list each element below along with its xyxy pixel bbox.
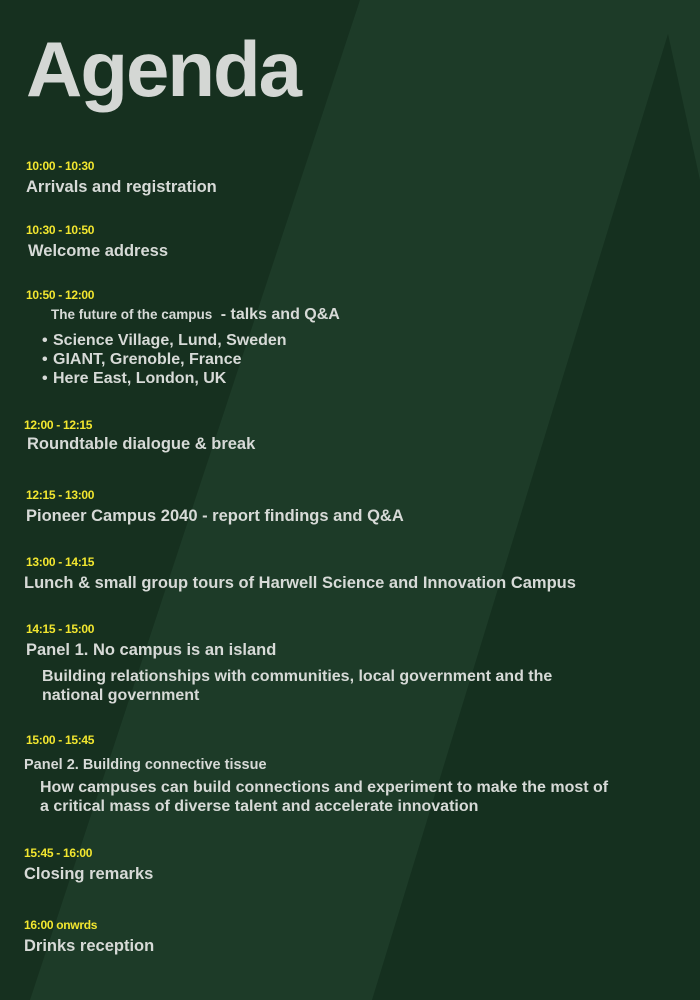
session-time: 15:00 - 15:45 <box>26 733 95 747</box>
session-time: 13:00 - 14:15 <box>26 555 95 569</box>
session-time: 12:00 - 12:15 <box>24 418 93 432</box>
session-title: Roundtable dialogue & break <box>27 435 256 453</box>
session-title: Panel 2. Building connective tissue <box>24 757 267 773</box>
session-description-line: national government <box>42 687 200 704</box>
session-title: Pioneer Campus 2040 - report findings and Q&A <box>26 507 404 525</box>
session-description-line: a critical mass of diverse talent and accelerate innovation <box>40 798 479 815</box>
session-description-line: Building relationships with communities, local government and the <box>42 668 553 685</box>
bullet-icon: • <box>42 332 48 349</box>
list-item <box>42 350 287 369</box>
session-title: Closing remarks <box>24 865 154 883</box>
list-item <box>42 331 287 350</box>
list-item-label: Science Village, Lund, Sweden <box>53 332 287 349</box>
bullet-icon: • <box>42 370 48 387</box>
session-title: Drinks reception <box>24 937 155 955</box>
session-time: 16:00 onwrds <box>24 918 98 932</box>
list-item-label: Here East, London, UK <box>53 370 227 387</box>
session-subtitle: The future of the campus <box>51 307 213 322</box>
session-title: Lunch & small group tours of Harwell Science and Innovation Campus <box>24 574 576 592</box>
list-item <box>42 369 287 388</box>
session-time: 10:00 - 10:30 <box>26 159 95 173</box>
session-time: 14:15 - 15:00 <box>26 622 95 636</box>
session-title: Arrivals and registration <box>26 178 217 196</box>
session-title: Welcome address <box>28 242 169 260</box>
session-title-suffix: - talks and Q&A <box>220 306 340 323</box>
session-time: 10:30 - 10:50 <box>26 223 95 237</box>
session-time: 10:50 - 12:00 <box>26 288 95 302</box>
session-title: Panel 1. No campus is an island <box>26 641 277 659</box>
page-title: Agenda <box>26 25 301 113</box>
session-item-list <box>42 331 287 388</box>
session-description-line: How campuses can build connections and experiment to make the most of <box>40 779 609 796</box>
session-heading <box>51 306 340 324</box>
session-time: 12:15 - 13:00 <box>26 488 95 502</box>
bullet-icon: • <box>42 351 48 368</box>
session-time: 15:45 - 16:00 <box>24 846 93 860</box>
list-item-label: GIANT, Grenoble, France <box>53 351 242 368</box>
